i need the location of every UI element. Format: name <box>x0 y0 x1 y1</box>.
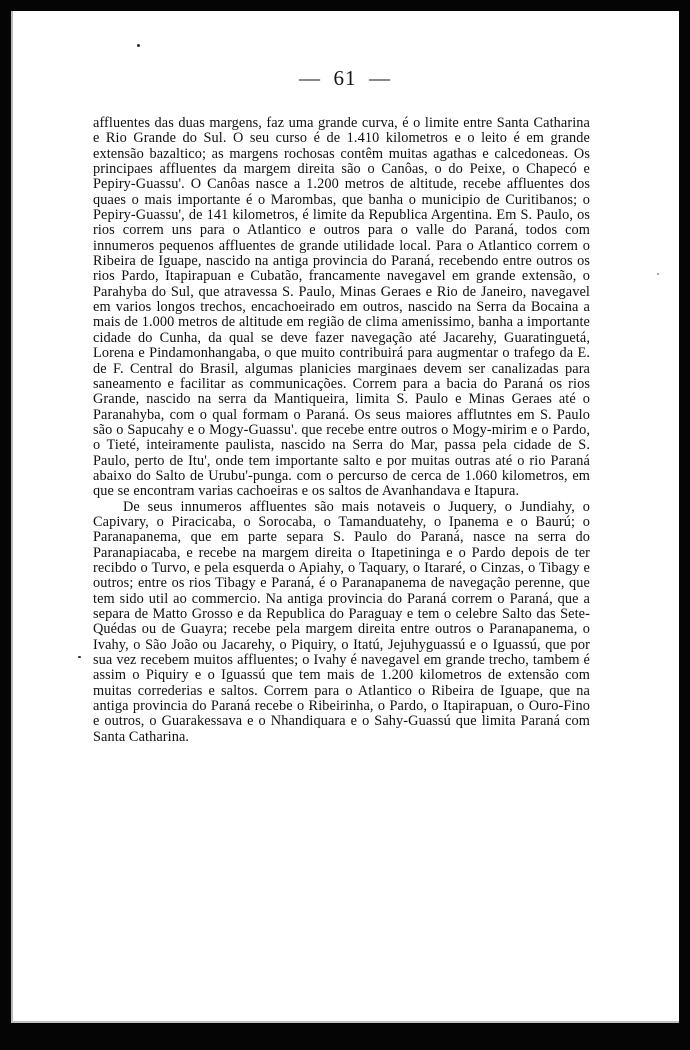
page-edge-seam-bottom <box>11 1021 679 1023</box>
scan-speck <box>657 273 659 275</box>
scan-speck <box>78 656 81 658</box>
scanned-page <box>11 11 679 1023</box>
page-number-folio: — 61 — <box>299 66 391 90</box>
scan-speck <box>137 44 140 47</box>
body-text-block <box>93 116 590 745</box>
page-edge-seam-left <box>11 11 13 1023</box>
paragraph: De seus innumeros affluentes são mais notaveis o Juquery, o Jundiahy, o Capivary, o Piracicaba, o Sorocaba, o Tamanduatehy, o Ipanema e o Baurú; o Paranapanema, que em parte separa S. Paulo do Paraná, nasce na serra do Paranapiacaba, e recebe na margem direita o Itapetininga e o Pardo depois de ter recibdo o Turvo, e pela esquerda o Apiahy, o Taquary, o Itararé, o Cinzas, o Tibagy e outros; entre os rios Tibagy e Paraná, é o Paranapanema de navegação perenne, que tem sido util ao commercio. Na antiga provincia do Paraná correm o Paraná, que a separa de Matto Grosso e da Republica do Paraguay e tem o celebre Salto das Sete-Quédas ou de Guayra; recebe pela margem direita entre outros o Paranapanema, o Ivahy, o São João ou Jacarehy, o Piquiry, o Itatú, Jejuhyguassú e o Iguassú, que por sua vez recebem muitos affluentes; o Ivahy é navegavel em grande trecho, tambem é assim o Piquiry e o Iguassú que tem mais de 1.200 kilometros de extensão com muitas correderias e saltos. Correm para o Atlantico o Ribeira de Iguape, que na antiga provincia do Paraná recebe o Ribeirinha, o Pardo, o Itapirapuan, o Ouro-Fino e outros, o Guarakessava e o Nhandiquara e o Sahy-Guassú que limita Paraná com Santa Catharina. <box>93 498 590 745</box>
paragraph: affluentes das duas margens, faz uma grande curva, é o limite entre Santa Catharina e Rio Grande do Sul. O seu curso é de 1.410 kilometros e o leito é em grande extensão bazaltico; as margens rochosas contêm muitas agathas e calcedoneas. Os principaes affluentes da margem direita são o Canôas, o do Peixe, o Chapecó e Pepiry-Guassu'. O Canôas nasce a 1.200 metros de altitude, recebe affluentes dos quaes o mais importante é o Marombas, que banha o municipio de Curitibanos; o Pepiry-Guassu', de 141 kilometros, é limite da Republica Argentina. Em S. Paulo, os rios correm uns para o Atlantico e outros para o valle do Paraná, todos com innumeros pequenos affluentes de grande utilidade local. Para o Atlantico correm o Ribeira de Iguape, nascido na antiga provincia do Paraná, recebendo entre outros os rios Pardo, Itapirapuan e Cubatão, francamente navegavel em grande extensão, o Parahyba do Sul, que atravessa S. Paulo, Minas Geraes e Rio de Janeiro, navegavel em varios longos trechos, encachoeirado em outros, nascido na Serra da Bocaina a mais de 1.000 metros de altitude em região de clima amenissimo, banha a importante cidade do Cunha, da qual se deve fazer navegação até Jacarehy, Guaratinguetá, Lorena e Pindamonhangaba, o que muito contribuirá para augmentar o trafego da E. de F. Central do Brasil, algumas planicies marginaes devem ser canalizadas para saneamento e facilitar as communicações. Correm para a bacia do Paraná os rios Grande, nascido na serra da Mantiqueira, limita S. Paulo e Minas Geraes até o Paranahyba, com o qual formam o Paraná. Os seus maiores afflutntes em S. Paulo são o Sapucahy e o Mogy-Guassu'. que recebe entre outros o Mogy-mirim e o Pardo, o Tieté, inteiramente paulista, nascido na Serra do Mar, passa pela cidade de S. Paulo, perto de Itu', onde tem importante salto e por muitas outras até o rio Paraná abaixo do Salto de Urubu'-punga. com o percurso de cerca de 1.060 kilometros, em que se encontram varias cachoeiras e os saltos de Avanhandava e Itapura. <box>93 115 590 500</box>
